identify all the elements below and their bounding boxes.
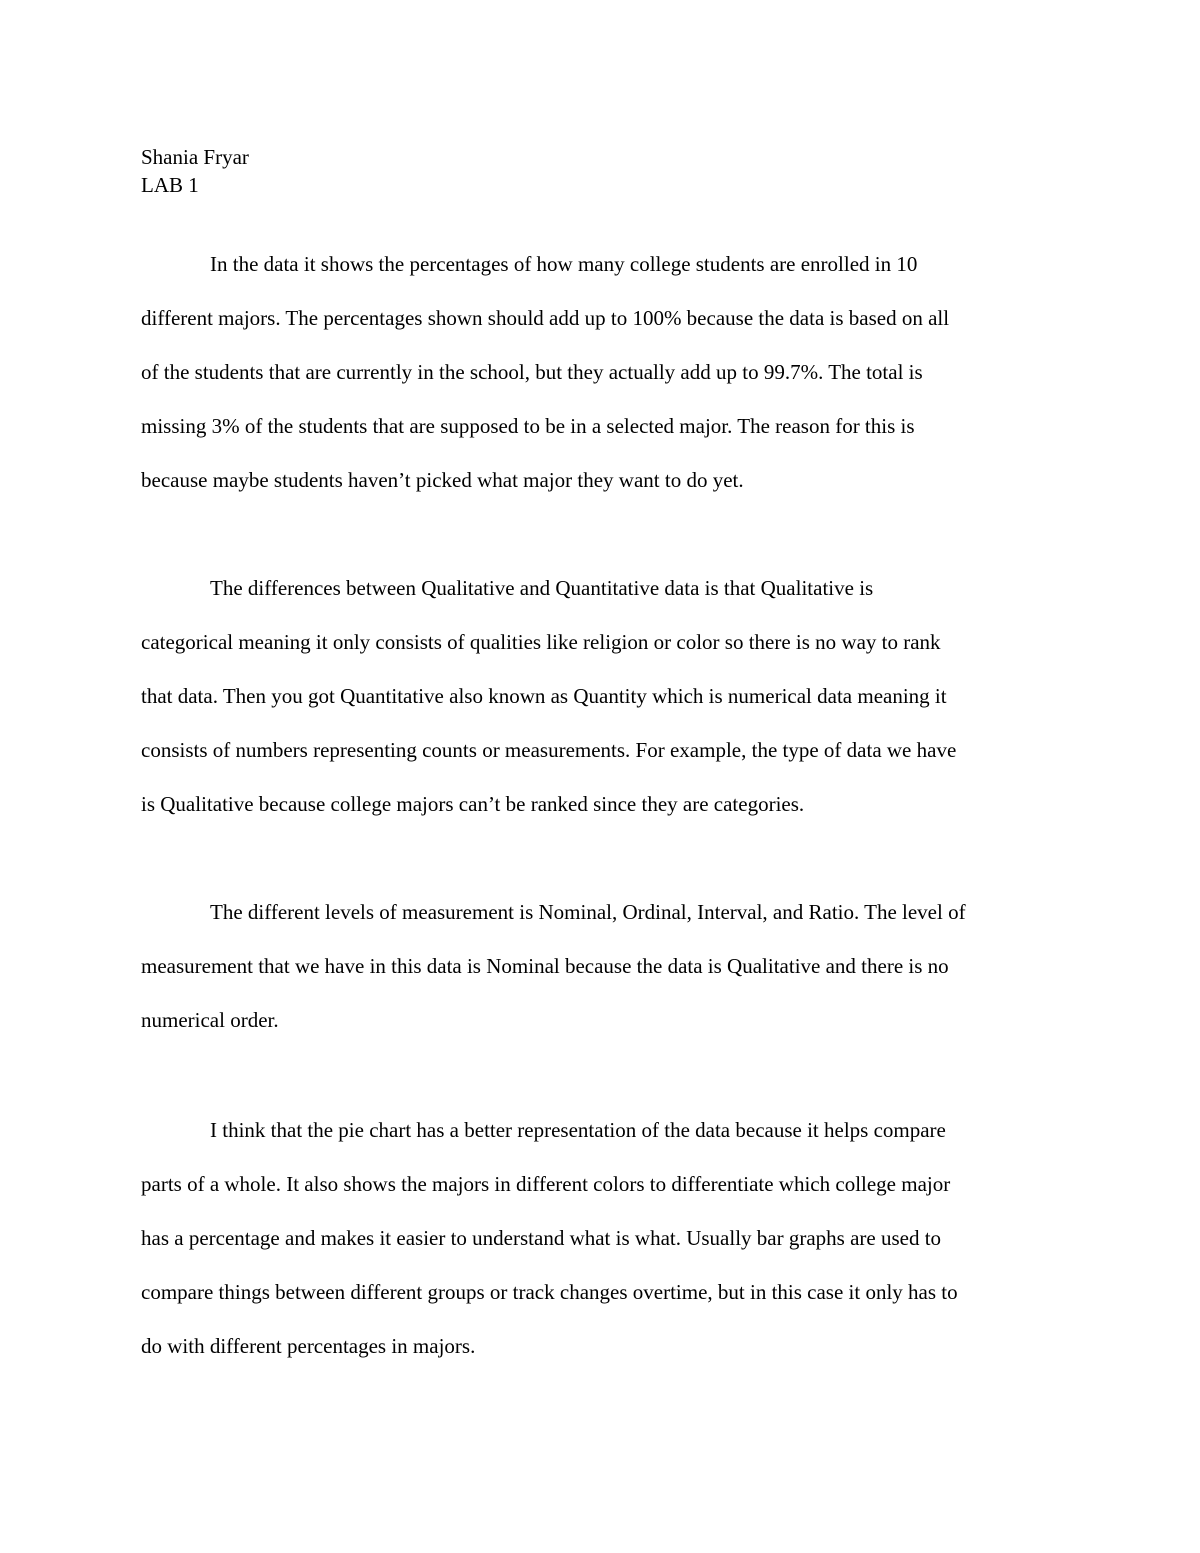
paragraph-line: different majors. The percentages shown should add up to 100% because the data is based on all bbox=[141, 306, 950, 330]
paragraph-line: has a percentage and makes it easier to understand what is what. Usually bar graphs are used to bbox=[141, 1226, 942, 1250]
paragraph-line: In the data it shows the percentages of how many college students are enrolled in 10 bbox=[210, 252, 918, 276]
paragraph-line: missing 3% of the students that are supposed to be in a selected major. The reason for this is bbox=[141, 414, 915, 438]
paragraph-line: The differences between Qualitative and Quantitative data is that Qualitative is bbox=[210, 576, 874, 600]
paragraph-line: that data. Then you got Quantitative also known as Quantity which is numerical data meaning it bbox=[141, 684, 947, 708]
paragraph-line: I think that the pie chart has a better representation of the data because it helps compare bbox=[210, 1118, 946, 1142]
paragraph-line: compare things between different groups or track changes overtime, but in this case it only has to bbox=[141, 1280, 958, 1304]
paragraph-3 bbox=[141, 885, 1071, 1047]
lab-title: LAB 1 bbox=[141, 173, 199, 197]
paragraph-4 bbox=[141, 1103, 1071, 1373]
author-name: Shania Fryar bbox=[141, 145, 249, 169]
paragraph-line: is Qualitative because college majors can’t be ranked since they are categories. bbox=[141, 792, 805, 816]
paragraph-line: categorical meaning it only consists of qualities like religion or color so there is no way to rank bbox=[141, 630, 941, 654]
paragraph-2 bbox=[141, 561, 1071, 831]
paragraph-line: The different levels of measurement is Nominal, Ordinal, Interval, and Ratio. The level of bbox=[210, 900, 966, 924]
paragraph-line: numerical order. bbox=[141, 1008, 279, 1032]
paragraph-1 bbox=[141, 237, 1071, 507]
paragraph-line: measurement that we have in this data is Nominal because the data is Qualitative and there is no bbox=[141, 954, 949, 978]
document-header bbox=[141, 143, 249, 199]
paragraph-line: of the students that are currently in the school, but they actually add up to 99.7%. The total is bbox=[141, 360, 923, 384]
paragraph-line: because maybe students haven’t picked what major they want to do yet. bbox=[141, 468, 744, 492]
paragraph-line: parts of a whole. It also shows the majors in different colors to differentiate which college major bbox=[141, 1172, 951, 1196]
paragraph-line: consists of numbers representing counts or measurements. For example, the type of data we have bbox=[141, 738, 957, 762]
paragraph-line: do with different percentages in majors. bbox=[141, 1334, 476, 1358]
